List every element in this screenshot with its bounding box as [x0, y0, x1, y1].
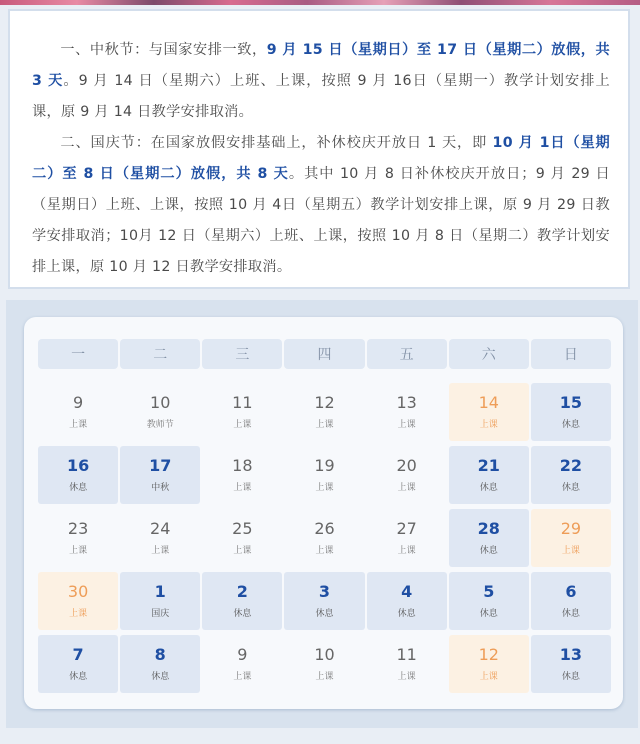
calendar-day: [449, 446, 529, 504]
calendar-day: [202, 509, 282, 567]
calendar-day: [367, 509, 447, 567]
day-label: 教师节: [146, 420, 174, 430]
day-number: 11: [232, 393, 253, 412]
day-label: 上课: [69, 609, 88, 619]
calendar-day: [284, 635, 364, 693]
day-number: 2: [236, 582, 248, 601]
calendar-day: [38, 383, 118, 441]
day-number: 28: [477, 519, 500, 538]
calendar-day: [531, 572, 611, 630]
day-label: 休息: [397, 609, 416, 619]
calendar-day: [531, 635, 611, 693]
day-label: 休息: [479, 483, 498, 493]
weekday-sun: 日: [531, 339, 611, 369]
calendar-day: [202, 383, 282, 441]
day-label: 上课: [397, 483, 416, 493]
day-label: 上课: [233, 546, 252, 556]
calendar-day: [531, 509, 611, 567]
day-label: 国庆: [151, 609, 170, 619]
holiday-notice: [8, 9, 630, 289]
day-label: 休息: [561, 672, 580, 682]
national-day-paragraph: 二、国庆节：在国家放假安排基础上，补休校庆开放日 1 天，即 10 月 1日（星期二）至 8 日（星期二）放假，共 8 天。其中 10 月 8 日补休校庆开放日；9 月 29 日（星期日）上班、上课，按照 10 月 4日（星期五）教学计划安排上课，原 9 月 29 日教学安排取消；10月 12 日（星期六）上班、上课，按照 10 月 8 日（星期二）教学计划安排上课，原 10 月 12 日教学安排取消。: [32, 135, 610, 275]
day-label: 中秋: [151, 483, 170, 493]
weekday-tue: 二: [120, 339, 200, 369]
day-number: 9: [72, 393, 84, 412]
calendar-day: [449, 383, 529, 441]
calendar-day: [38, 509, 118, 567]
day-label: 上课: [397, 672, 416, 682]
day-label: 上课: [69, 546, 88, 556]
weekday-fri: 五: [367, 339, 447, 369]
day-number: 17: [149, 456, 172, 475]
day-number: 26: [314, 519, 335, 538]
day-number: 18: [232, 456, 253, 475]
day-number: 24: [150, 519, 171, 538]
calendar-day: [531, 383, 611, 441]
day-number: 20: [396, 456, 417, 475]
day-number: 27: [396, 519, 417, 538]
calendar-day: [120, 572, 200, 630]
calendar-day: [120, 509, 200, 567]
calendar-day: [284, 383, 364, 441]
calendar-day: [367, 383, 447, 441]
weekday-thu: 四: [284, 339, 364, 369]
weekday-mon: 一: [38, 339, 118, 369]
day-number: 9: [237, 645, 248, 664]
day-label: 休息: [233, 609, 252, 619]
day-number: 25: [232, 519, 253, 538]
day-label: 上课: [233, 420, 252, 430]
national-day-highlight: 10 月 1日（星期二）至 8 日（星期二）放假，共 8 天: [32, 135, 610, 182]
calendar-day: [449, 509, 529, 567]
day-label: 上课: [69, 420, 88, 430]
day-number: 10: [150, 393, 171, 412]
day-number: 19: [314, 456, 335, 475]
day-label: 上课: [315, 420, 334, 430]
day-label: 休息: [561, 609, 580, 619]
calendar-card: [24, 317, 623, 709]
calendar-day: [367, 446, 447, 504]
day-number: 21: [477, 456, 500, 475]
day-label: 休息: [315, 609, 334, 619]
calendar-day: [449, 635, 529, 693]
calendar-day: [284, 446, 364, 504]
day-number: 1: [154, 582, 166, 601]
day-label: 休息: [151, 672, 170, 682]
calendar-day: [284, 509, 364, 567]
mid-autumn-paragraph: 一、中秋节：与国家安排一致，9 月 15 日（星期日）至 17 日（星期二）放假，共 3 天。9 月 14 日（星期六）上班、上课，按照 9 月 16日（星期一）教学计划安排上课，原 9 月 14 日教学安排取消。: [32, 42, 610, 120]
day-label: 休息: [479, 546, 498, 556]
calendar-day: [120, 446, 200, 504]
day-number: 23: [67, 519, 89, 538]
day-label: 上课: [397, 546, 416, 556]
day-number: 16: [66, 456, 90, 475]
day-number: 11: [396, 645, 417, 664]
day-number: 3: [318, 582, 331, 601]
calendar-day: [120, 635, 200, 693]
day-label: 上课: [479, 420, 498, 430]
day-label: 上课: [315, 672, 334, 682]
calendar-day: [202, 446, 282, 504]
calendar-day: [38, 446, 118, 504]
day-label: 休息: [561, 420, 580, 430]
day-number: 15: [559, 393, 583, 412]
day-label: 上课: [561, 546, 580, 556]
day-number: 14: [478, 393, 499, 412]
calendar-day: [284, 572, 364, 630]
day-number: 12: [478, 645, 499, 664]
calendar-day: [449, 572, 529, 630]
calendar-day: [531, 446, 611, 504]
day-label: 休息: [69, 672, 88, 682]
day-label: 上课: [397, 420, 416, 430]
day-label: 上课: [315, 546, 334, 556]
weekday-wed: 三: [202, 339, 282, 369]
day-number: 7: [72, 645, 84, 664]
calendar-panel: [6, 300, 638, 728]
day-label: 休息: [561, 483, 580, 493]
calendar-day: [38, 572, 118, 630]
day-number: 8: [154, 645, 166, 664]
day-number: 6: [565, 582, 577, 601]
day-label: 上课: [479, 672, 498, 682]
day-label: 上课: [233, 483, 252, 493]
day-number: 5: [483, 582, 495, 601]
header-photo-strip: [0, 0, 640, 5]
day-number: 22: [559, 456, 583, 475]
mid-autumn-highlight: 9 月 15 日（星期日）至 17 日（星期二）放假，共 3 天: [32, 42, 610, 89]
day-number: 10: [314, 645, 335, 664]
calendar-day: [38, 635, 118, 693]
calendar-day: [120, 383, 200, 441]
day-label: 休息: [479, 609, 498, 619]
day-number: 12: [314, 393, 335, 412]
calendar-day: [367, 572, 447, 630]
calendar-day: [367, 635, 447, 693]
weekday-sat: 六: [449, 339, 529, 369]
day-label: 上课: [233, 672, 252, 682]
day-label: 休息: [69, 483, 88, 493]
day-label: 上课: [315, 483, 334, 493]
day-number: 29: [560, 519, 582, 538]
day-number: 30: [67, 582, 89, 601]
calendar-day: [202, 635, 282, 693]
calendar-grid: [38, 383, 611, 693]
day-label: 上课: [151, 546, 170, 556]
day-number: 4: [401, 582, 413, 601]
calendar-day: [202, 572, 282, 630]
day-number: 13: [559, 645, 583, 664]
day-number: 13: [396, 393, 417, 412]
weekday-header: [38, 339, 611, 369]
